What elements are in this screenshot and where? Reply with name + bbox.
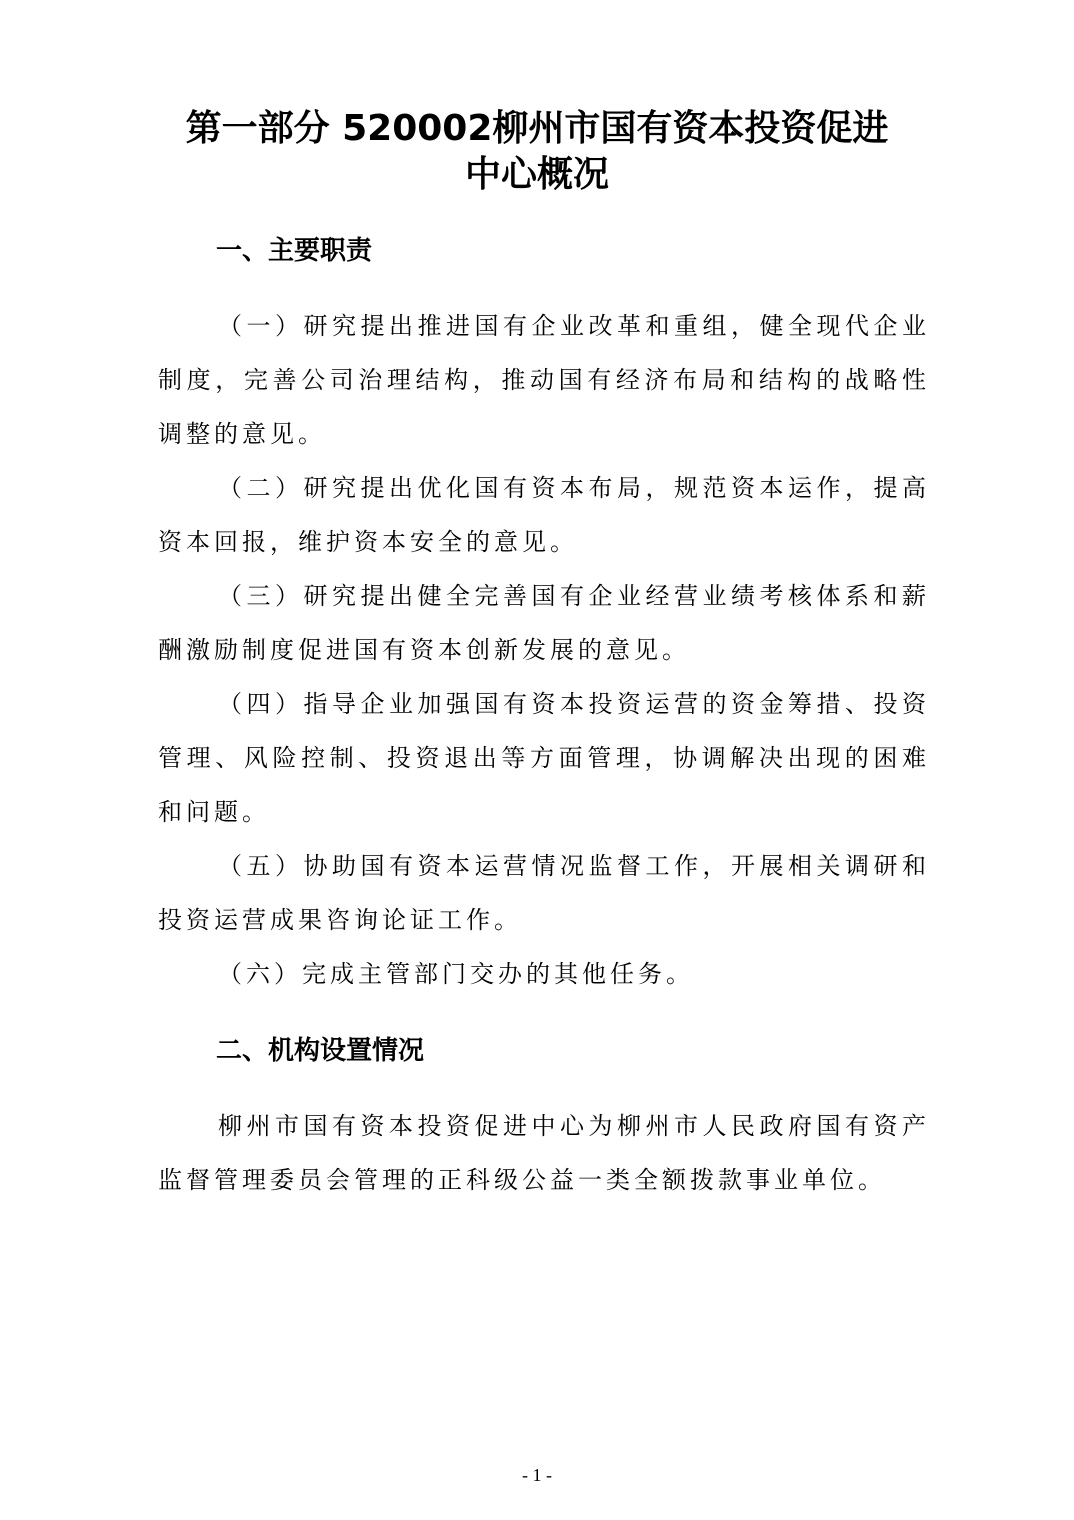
duty-paragraph-6: （六）完成主管部门交办的其他任务。 [218,960,694,988]
organization-paragraph: 柳州市国有资本投资促进中心为柳州市人民政府国有资产监督管理委员会管理的正科级公益一类全额拨款事业单位。 [158,1112,930,1194]
document-title [60,106,1014,198]
section-heading-main-duties: 一、主要职责 [216,236,373,266]
duty-paragraph-1: （一）研究提出推进国有企业改革和重组，健全现代企业制度，完善公司治理结构，推动国有经济布局和结构的战略性调整的意见。 [158,312,930,448]
duty-paragraph-2: （二）研究提出优化国有资本布局，规范资本运作，提高资本回报，维护资本安全的意见。 [158,474,930,556]
section-heading-organization: 二、机构设置情况 [216,1036,425,1066]
duty-paragraph-5: （五）协助国有资本运营情况监督工作，开展相关调研和投资运营成果咨询论证工作。 [158,852,930,934]
title-line-1: 第一部分 520002柳州市国有资本投资促进 [185,108,889,149]
duty-paragraph-3: （三）研究提出健全完善国有企业经营业绩考核体系和薪酬激励制度促进国有资本创新发展的意见。 [158,582,930,664]
page-number: - 1 - [522,1465,552,1485]
title-line-2: 中心概况 [464,154,609,195]
duty-paragraph-4: （四）指导企业加强国有资本投资运营的资金筹措、投资管理、风险控制、投资退出等方面管理，协调解决出现的困难和问题。 [158,690,930,826]
